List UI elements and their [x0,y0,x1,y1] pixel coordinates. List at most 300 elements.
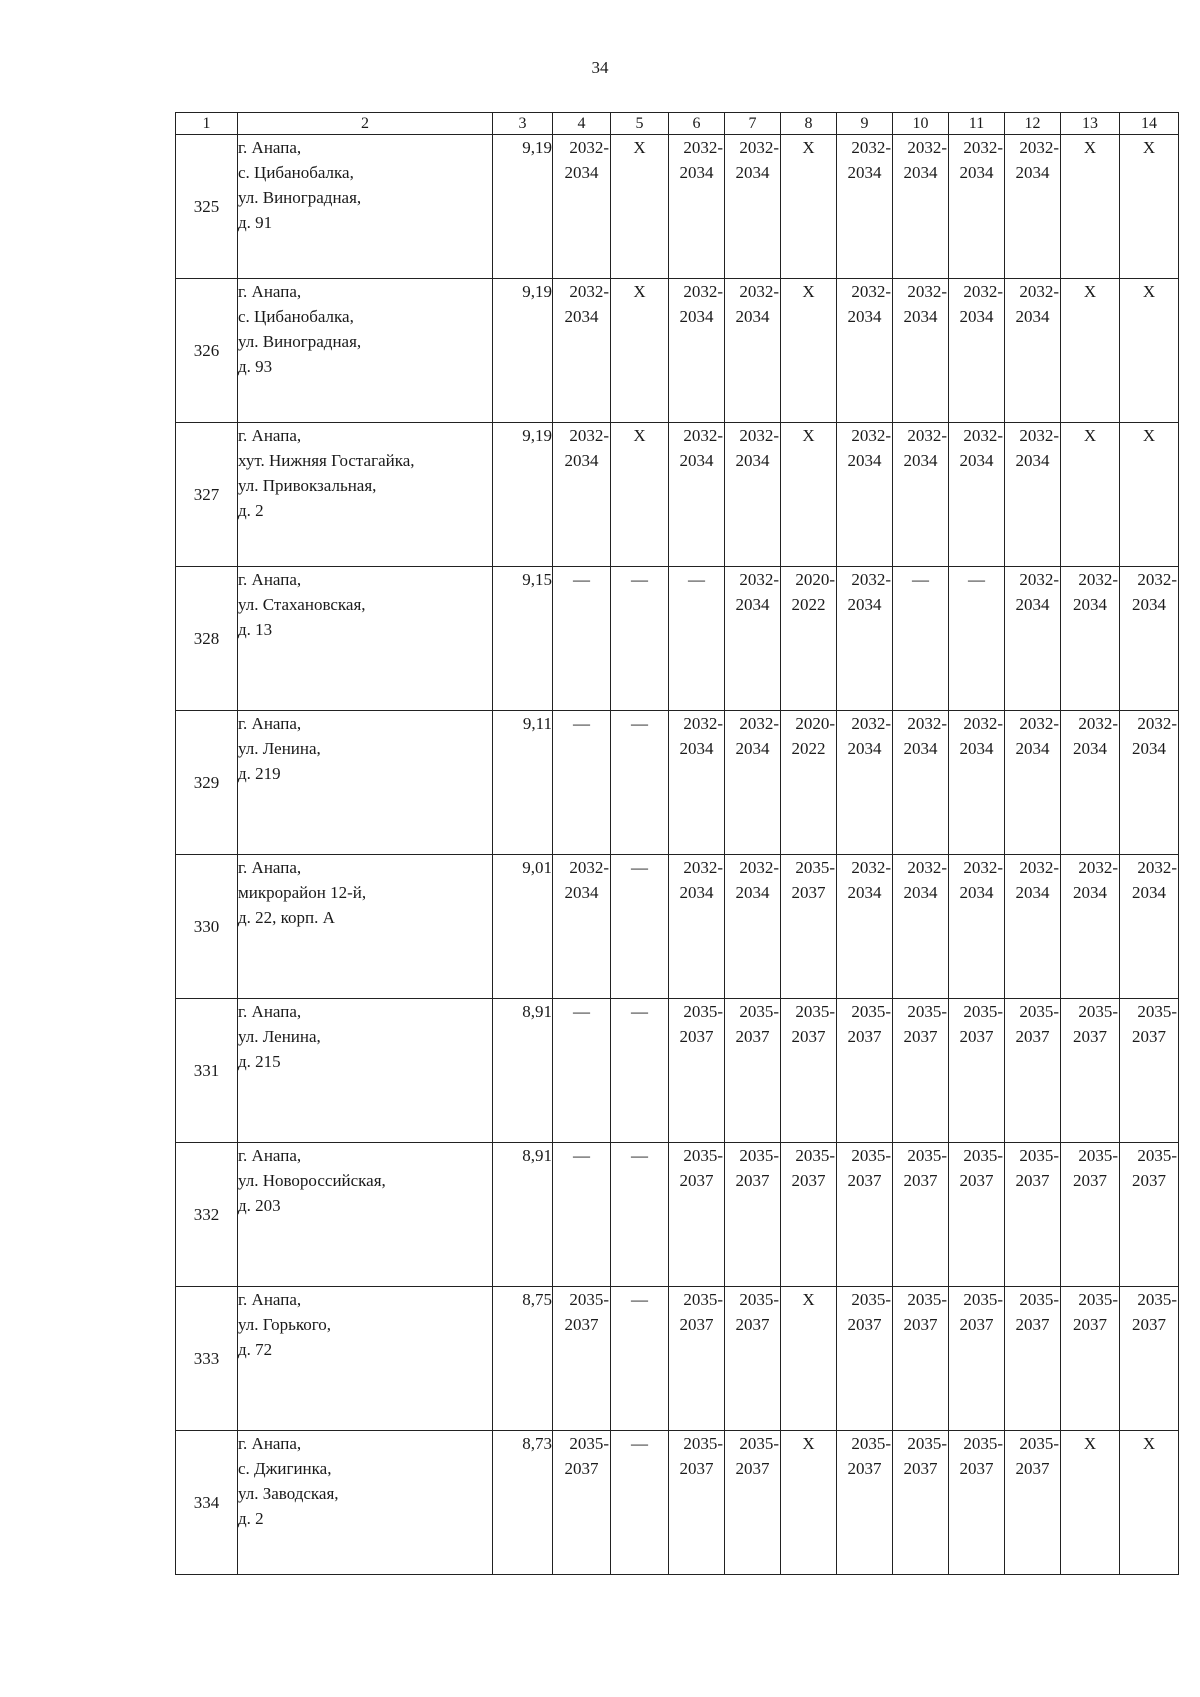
cell-line-1: 2032- [907,714,947,733]
schedule-cell-col-12 [1005,711,1061,855]
cell-line-1: 2032- [1078,714,1118,733]
cell-line-2: 2022 [791,595,826,614]
schedule-cell-col-10 [893,711,949,855]
cell-line-2: 2037 [847,1459,882,1478]
table-row [176,1143,1179,1287]
value-cell: 9,19 [493,279,553,423]
schedule-cell-col-7 [725,855,781,999]
cell-line-1: — [912,570,929,589]
cell-line-2: 2037 [1015,1459,1050,1478]
cell-line-2: 2034 [679,739,714,758]
cell-line-1: 2032- [851,426,891,445]
schedule-cell-col-4 [553,135,611,279]
cell-line-2: 2037 [1015,1171,1050,1190]
cell-line-1: 2032- [851,714,891,733]
cell-line-1: 2032- [907,138,947,157]
cell-line-2: 2034 [1073,883,1107,902]
table-row [176,1431,1179,1575]
address-line: с. Цибанобалка, [238,307,354,326]
schedule-cell-col-14 [1120,855,1179,999]
cell-line-2: 2034 [735,883,770,902]
cell-line-2: 2037 [1015,1027,1050,1046]
value-cell: 9,15 [493,567,553,711]
schedule-cell-col-5 [611,855,669,999]
address-line: д. 22, корп. А [238,908,335,927]
cell-line-2: 2034 [679,883,714,902]
address-line: г. Анапа, [238,1146,302,1165]
column-header-2: 2 [238,113,493,135]
cell-line-1: X [802,282,815,301]
schedule-cell-col-9 [837,999,893,1143]
cell-line-1: X [633,426,646,445]
schedule-cell-col-14 [1120,567,1179,711]
schedule-cell-col-10 [893,1287,949,1431]
table-row [176,423,1179,567]
column-header-3: 3 [493,113,553,135]
schedule-cell-col-12 [1005,135,1061,279]
cell-line-1: X [1142,282,1156,301]
column-header-5: 5 [611,113,669,135]
cell-line-1: 2035- [1019,1146,1059,1165]
cell-line-1: — [631,714,648,733]
schedule-cell-col-9 [837,711,893,855]
cell-line-2: 2037 [903,1459,938,1478]
cell-line-1: 2035- [1078,1002,1118,1021]
column-header-7: 7 [725,113,781,135]
address-line: г. Анапа, [238,138,302,157]
cell-line-1: — [573,1146,590,1165]
cell-line-2: 2037 [735,1171,770,1190]
schedule-cell-col-6 [669,1143,725,1287]
column-header-10: 10 [893,113,949,135]
cell-line-1: 2032- [739,858,779,877]
cell-line-1: X [633,138,646,157]
cell-line-1: 2032- [1019,714,1059,733]
schedule-cell-col-4 [553,279,611,423]
cell-line-1: 2035- [683,1146,723,1165]
cell-line-2: 2037 [735,1459,770,1478]
schedule-cell-col-5 [611,135,669,279]
schedule-cell-col-12 [1005,423,1061,567]
cell-line-1: X [633,282,646,301]
cell-line-1: 2032- [851,570,891,589]
cell-line-2: 2037 [791,1027,826,1046]
cell-line-1: 2032- [851,138,891,157]
value-cell: 9,11 [493,711,553,855]
cell-line-1: 2035- [851,1002,891,1021]
schedule-cell-col-6 [669,855,725,999]
cell-line-1: 2032- [1019,426,1059,445]
cell-line-2: 2034 [1073,739,1107,758]
cell-line-1: 2032- [851,858,891,877]
schedule-cell-col-8 [781,999,837,1143]
schedule-cell-col-5 [611,279,669,423]
cell-line-2: 2034 [847,883,882,902]
cell-line-1: 2035- [963,1146,1003,1165]
cell-line-1: X [802,138,815,157]
cell-line-1: 2035- [1078,1146,1118,1165]
cell-line-2: 2037 [1073,1171,1107,1190]
cell-line-1: 2035- [739,1434,779,1453]
schedule-cell-col-14 [1120,1431,1179,1575]
cell-line-2: 2037 [1073,1315,1107,1334]
cell-line-2: 2034 [959,307,994,326]
cell-line-1: 2020- [795,714,835,733]
cell-line-2: 2037 [564,1459,599,1478]
cell-line-2: 2034 [959,739,994,758]
table-row [176,135,1179,279]
cell-line-1: — [631,1002,648,1021]
cell-line-1: — [631,1434,648,1453]
schedule-cell-col-11 [949,279,1005,423]
address-cell [238,1287,493,1431]
cell-line-1: X [1083,1434,1097,1453]
schedule-cell-col-10 [893,1143,949,1287]
schedule-cell-col-13 [1061,567,1120,711]
schedule-cell-col-5 [611,1143,669,1287]
schedule-cell-col-13 [1061,711,1120,855]
cell-line-1: 2035- [795,1146,835,1165]
schedule-cell-col-9 [837,1431,893,1575]
schedule-cell-col-4 [553,855,611,999]
table-row [176,567,1179,711]
cell-line-2: 2034 [1015,307,1050,326]
schedule-cell-col-4 [553,423,611,567]
cell-line-2: 2034 [679,163,714,182]
cell-line-1: 2032- [1019,138,1059,157]
address-line: д. 13 [238,620,273,639]
address-line: д. 219 [238,764,281,783]
cell-line-2: 2037 [564,1315,599,1334]
cell-line-1: X [1083,282,1097,301]
cell-line-1: X [802,1434,815,1453]
schedule-cell-col-4 [553,1143,611,1287]
cell-line-1: 2035- [907,1290,947,1309]
schedule-cell-col-7 [725,279,781,423]
address-cell [238,855,493,999]
schedule-cell-col-8 [781,423,837,567]
value-cell: 8,91 [493,999,553,1143]
schedule-cell-col-8 [781,279,837,423]
schedule-cell-col-5 [611,711,669,855]
cell-line-1: 2032- [1019,570,1059,589]
schedule-cell-col-5 [611,999,669,1143]
cell-line-1: — [573,1002,590,1021]
schedule-cell-col-7 [725,1287,781,1431]
cell-line-1: 2035- [963,1290,1003,1309]
address-line: ул. Виноградная, [238,188,362,207]
cell-line-1: 2035- [569,1290,609,1309]
column-header-12: 12 [1005,113,1061,135]
schedule-cell-col-8 [781,1143,837,1287]
cell-line-2: 2034 [903,307,938,326]
address-line: д. 72 [238,1340,273,1359]
cell-line-1: 2032- [739,714,779,733]
address-line: г. Анапа, [238,570,302,589]
cell-line-1: 2032- [963,138,1003,157]
row-number: 331 [176,999,238,1143]
cell-line-2: 2034 [1015,451,1050,470]
cell-line-1: 2035- [1137,1002,1177,1021]
schedule-cell-col-9 [837,1143,893,1287]
table-body [176,135,1179,1575]
cell-line-2: 2034 [847,307,882,326]
value-cell: 8,91 [493,1143,553,1287]
schedule-cell-col-14 [1120,279,1179,423]
cell-line-1: 2032- [963,714,1003,733]
cell-line-1: 2035- [1078,1290,1118,1309]
address-line: г. Анапа, [238,282,302,301]
cell-line-2: 2037 [735,1315,770,1334]
cell-line-2: 2037 [679,1171,714,1190]
schedule-cell-col-5 [611,1431,669,1575]
address-line: с. Джигинка, [238,1459,332,1478]
cell-line-2: 2037 [903,1315,938,1334]
cell-line-1: 2035- [683,1290,723,1309]
schedule-cell-col-7 [725,135,781,279]
cell-line-2: 2034 [1132,883,1166,902]
cell-line-2: 2034 [1015,595,1050,614]
schedule-cell-col-13 [1061,999,1120,1143]
schedule-cell-col-7 [725,423,781,567]
schedule-cell-col-11 [949,855,1005,999]
schedule-cell-col-8 [781,855,837,999]
schedule-cell-col-6 [669,567,725,711]
schedule-cell-col-6 [669,279,725,423]
cell-line-1: 2032- [1137,714,1177,733]
cell-line-1: 2035- [851,1146,891,1165]
row-number: 334 [176,1431,238,1575]
schedule-cell-col-8 [781,711,837,855]
cell-line-2: 2034 [959,883,994,902]
schedule-cell-col-10 [893,567,949,711]
cell-line-1: 2035- [795,858,835,877]
schedule-cell-col-11 [949,1143,1005,1287]
row-number: 325 [176,135,238,279]
schedule-cell-col-7 [725,711,781,855]
address-line: д. 203 [238,1196,281,1215]
cell-line-1: 2035- [907,1146,947,1165]
page-number: 34 [591,58,609,77]
cell-line-2: 2037 [735,1027,770,1046]
cell-line-2: 2034 [847,595,882,614]
cell-line-1: 2032- [1078,570,1118,589]
schedule-cell-col-12 [1005,999,1061,1143]
cell-line-1: 2032- [739,426,779,445]
table-row [176,999,1179,1143]
schedule-cell-col-12 [1005,1431,1061,1575]
cell-line-1: — [631,1290,648,1309]
column-header-9: 9 [837,113,893,135]
cell-line-2: 2034 [903,451,938,470]
schedule-cell-col-14 [1120,711,1179,855]
schedule-cell-col-11 [949,711,1005,855]
column-header-4: 4 [553,113,611,135]
cell-line-1: — [688,570,705,589]
cell-line-1: 2035- [739,1290,779,1309]
schedule-cell-col-9 [837,135,893,279]
schedule-cell-col-13 [1061,279,1120,423]
cell-line-1: 2032- [963,858,1003,877]
cell-line-1: — [631,1146,648,1165]
address-line: микрорайон 12-й, [238,883,367,902]
value-cell: 8,75 [493,1287,553,1431]
schedule-cell-col-9 [837,567,893,711]
cell-line-2: 2034 [735,595,770,614]
schedule-cell-col-14 [1120,423,1179,567]
schedule-cell-col-11 [949,135,1005,279]
row-number: 333 [176,1287,238,1431]
cell-line-2: 2034 [903,163,938,182]
table-row [176,1287,1179,1431]
cell-line-2: 2037 [959,1315,994,1334]
schedule-cell-col-13 [1061,1287,1120,1431]
address-line: д. 2 [238,1509,264,1528]
column-header-6: 6 [669,113,725,135]
cell-line-2: 2037 [679,1027,714,1046]
schedule-cell-col-13 [1061,135,1120,279]
value-cell: 8,73 [493,1431,553,1575]
schedule-cell-col-11 [949,423,1005,567]
schedule-cell-col-9 [837,855,893,999]
address-line: д. 93 [238,357,273,376]
cell-line-1: — [968,570,985,589]
cell-line-2: 2034 [735,739,770,758]
cell-line-2: 2034 [564,883,599,902]
cell-line-2: 2034 [1015,739,1050,758]
schedule-cell-col-4 [553,711,611,855]
address-line: ул. Стахановская, [238,595,366,614]
address-line: д. 2 [238,501,264,520]
address-line: ул. Заводская, [238,1484,339,1503]
schedule-cell-col-6 [669,1431,725,1575]
schedule-table [175,112,1179,1575]
cell-line-1: 2032- [907,282,947,301]
address-cell [238,135,493,279]
cell-line-2: 2037 [847,1315,882,1334]
cell-line-2: 2034 [847,451,882,470]
schedule-cell-col-9 [837,279,893,423]
schedule-cell-col-5 [611,423,669,567]
cell-line-1: 2032- [683,282,723,301]
column-header-14: 14 [1120,113,1179,135]
schedule-cell-col-8 [781,1287,837,1431]
schedule-cell-col-7 [725,1431,781,1575]
address-line: г. Анапа, [238,858,302,877]
cell-line-1: 2020- [795,570,835,589]
schedule-cell-col-12 [1005,855,1061,999]
cell-line-1: 2035- [907,1002,947,1021]
column-header-13: 13 [1061,113,1120,135]
address-line: г. Анапа, [238,1290,302,1309]
schedule-cell-col-13 [1061,855,1120,999]
schedule-cell-col-6 [669,711,725,855]
row-number: 332 [176,1143,238,1287]
value-cell: 9,01 [493,855,553,999]
schedule-cell-col-4 [553,1431,611,1575]
cell-line-2: 2034 [735,451,770,470]
header-row [176,113,1179,135]
cell-line-1: 2032- [1019,282,1059,301]
cell-line-2: 2037 [959,1459,994,1478]
cell-line-2: 2037 [1132,1027,1166,1046]
cell-line-2: 2034 [903,883,938,902]
cell-line-2: 2037 [959,1171,994,1190]
cell-line-2: 2034 [959,451,994,470]
schedule-cell-col-14 [1120,135,1179,279]
address-line: ул. Ленина, [238,739,321,758]
cell-line-1: X [802,1290,815,1309]
cell-line-2: 2037 [791,1171,826,1190]
cell-line-1: X [1142,426,1156,445]
cell-line-1: 2032- [569,858,609,877]
cell-line-1: 2035- [739,1146,779,1165]
cell-line-1: 2032- [1137,570,1177,589]
cell-line-2: 2022 [791,739,826,758]
cell-line-2: 2037 [847,1027,882,1046]
cell-line-1: 2035- [907,1434,947,1453]
address-line: г. Анапа, [238,1434,302,1453]
cell-line-1: — [631,858,648,877]
cell-line-1: 2032- [1078,858,1118,877]
cell-line-2: 2037 [847,1171,882,1190]
schedule-cell-col-13 [1061,423,1120,567]
schedule-cell-col-7 [725,1143,781,1287]
cell-line-2: 2034 [564,307,599,326]
schedule-cell-col-7 [725,567,781,711]
schedule-cell-col-4 [553,567,611,711]
cell-line-2: 2037 [1132,1315,1166,1334]
cell-line-2: 2037 [1073,1027,1107,1046]
schedule-cell-col-11 [949,1431,1005,1575]
cell-line-2: 2034 [1015,883,1050,902]
cell-line-2: 2037 [679,1459,714,1478]
schedule-cell-col-6 [669,999,725,1143]
cell-line-2: 2034 [679,307,714,326]
schedule-cell-col-6 [669,1287,725,1431]
schedule-cell-col-13 [1061,1431,1120,1575]
value-cell: 9,19 [493,135,553,279]
cell-line-1: 2035- [851,1290,891,1309]
cell-line-2: 2034 [1132,739,1166,758]
cell-line-1: X [1083,138,1097,157]
cell-line-1: 2032- [683,426,723,445]
cell-line-2: 2034 [679,451,714,470]
schedule-cell-col-11 [949,999,1005,1143]
address-cell [238,279,493,423]
cell-line-1: — [631,570,648,589]
cell-line-1: 2035- [963,1002,1003,1021]
schedule-cell-col-10 [893,423,949,567]
cell-line-1: 2032- [907,858,947,877]
column-header-11: 11 [949,113,1005,135]
cell-line-1: 2032- [569,426,609,445]
address-line: ул. Ленина, [238,1027,321,1046]
cell-line-2: 2034 [564,451,599,470]
address-line: ул. Новороссийская, [238,1171,386,1190]
cell-line-1: 2035- [1019,1002,1059,1021]
cell-line-1: 2032- [851,282,891,301]
address-cell [238,1431,493,1575]
cell-line-1: 2035- [851,1434,891,1453]
cell-line-1: — [573,714,590,733]
address-cell [238,423,493,567]
cell-line-1: 2032- [569,282,609,301]
cell-line-1: X [1142,1434,1156,1453]
cell-line-1: 2035- [569,1434,609,1453]
schedule-cell-col-14 [1120,999,1179,1143]
schedule-cell-col-10 [893,279,949,423]
